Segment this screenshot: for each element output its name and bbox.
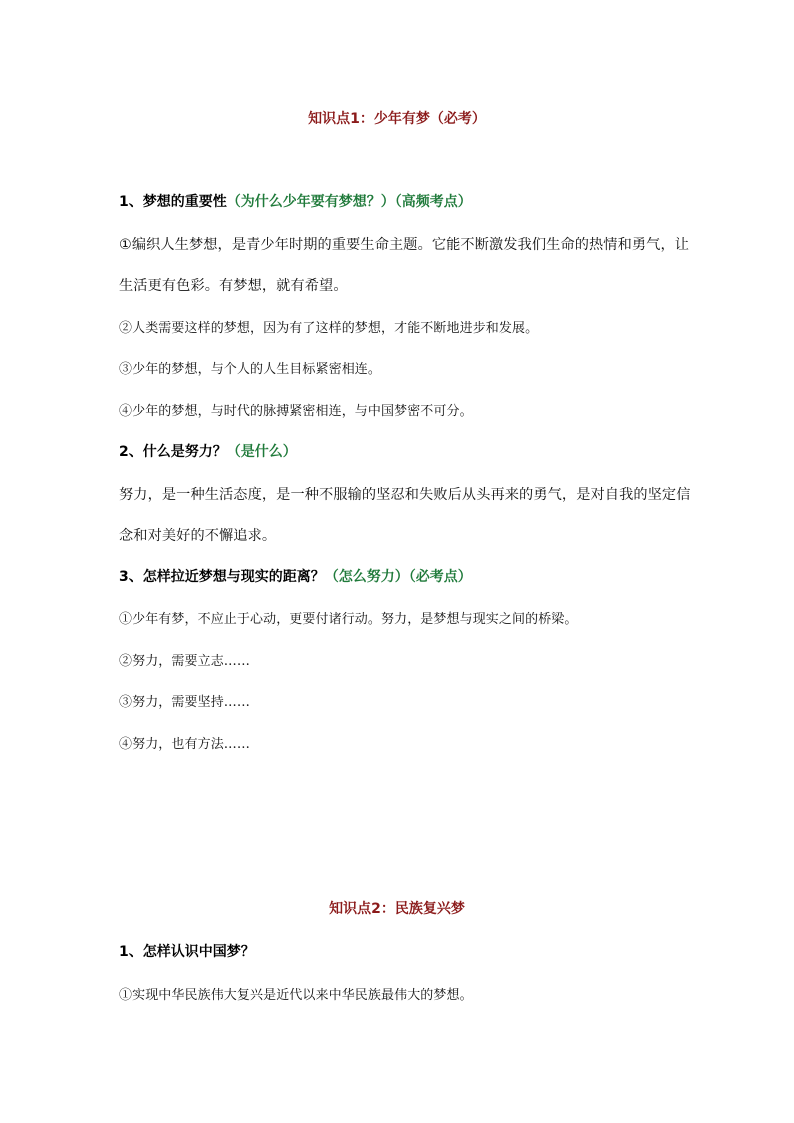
section1-q2-heading: [119, 441, 297, 461]
q2-main: 2、什么是努力？: [119, 444, 227, 460]
section2-q1-heading: [119, 941, 255, 961]
q1-tag: （为什么少年要有梦想？）（高频考点）: [226, 194, 472, 210]
q3-line-4: ④努力，也有方法……: [119, 737, 251, 752]
q2-tag: （是什么）: [226, 444, 297, 460]
q1-line-5: ④少年的梦想，与时代的脉搏紧密相连，与中国梦密不可分。: [119, 404, 473, 419]
q3-line-3: ③努力，需要坚持……: [119, 695, 251, 710]
q1-main: 1、梦想的重要性: [119, 194, 227, 210]
q3-main: 3、怎样拉近梦想与现实的距离？: [119, 569, 325, 585]
q1-line-4: ③少年的梦想，与个人的人生目标紧密相连。: [119, 362, 382, 377]
q1-line-1: ①编织人生梦想，是青少年时期的重要生命主题。它能不断激发我们生命的热情和勇气，让: [119, 237, 690, 253]
section1-q1-heading: [119, 191, 472, 211]
q1-line-3: ②人类需要这样的梦想，因为有了这样的梦想，才能不断地进步和发展。: [119, 321, 539, 336]
s2-q1-line-1: ①实现中华民族伟大复兴是近代以来中华民族最伟大的梦想。: [119, 988, 473, 1003]
section1-q3-heading: [119, 566, 472, 586]
q3-tag: （怎么努力）（必考点）: [324, 569, 472, 585]
q3-line-1: ①少年有梦，不应止于心动，更要付诸行动。努力，是梦想与现实之间的桥梁。: [119, 612, 578, 627]
q2-line-2: 念和对美好的不懈追求。: [119, 528, 277, 544]
q3-line-2: ②努力，需要立志……: [119, 654, 251, 669]
section2-title: 知识点2：民族复兴梦: [329, 901, 465, 917]
q2-line-1: 努力，是一种生活态度，是一种不服输的坚忍和失败后从头再来的勇气，是对自我的坚定信: [119, 487, 691, 503]
q1-line-2: 生活更有色彩。有梦想，就有希望。: [119, 278, 348, 294]
s2-q1-main: 1、怎样认识中国梦？: [119, 944, 255, 960]
section1-title: 知识点1：少年有梦（必考）: [308, 111, 486, 127]
